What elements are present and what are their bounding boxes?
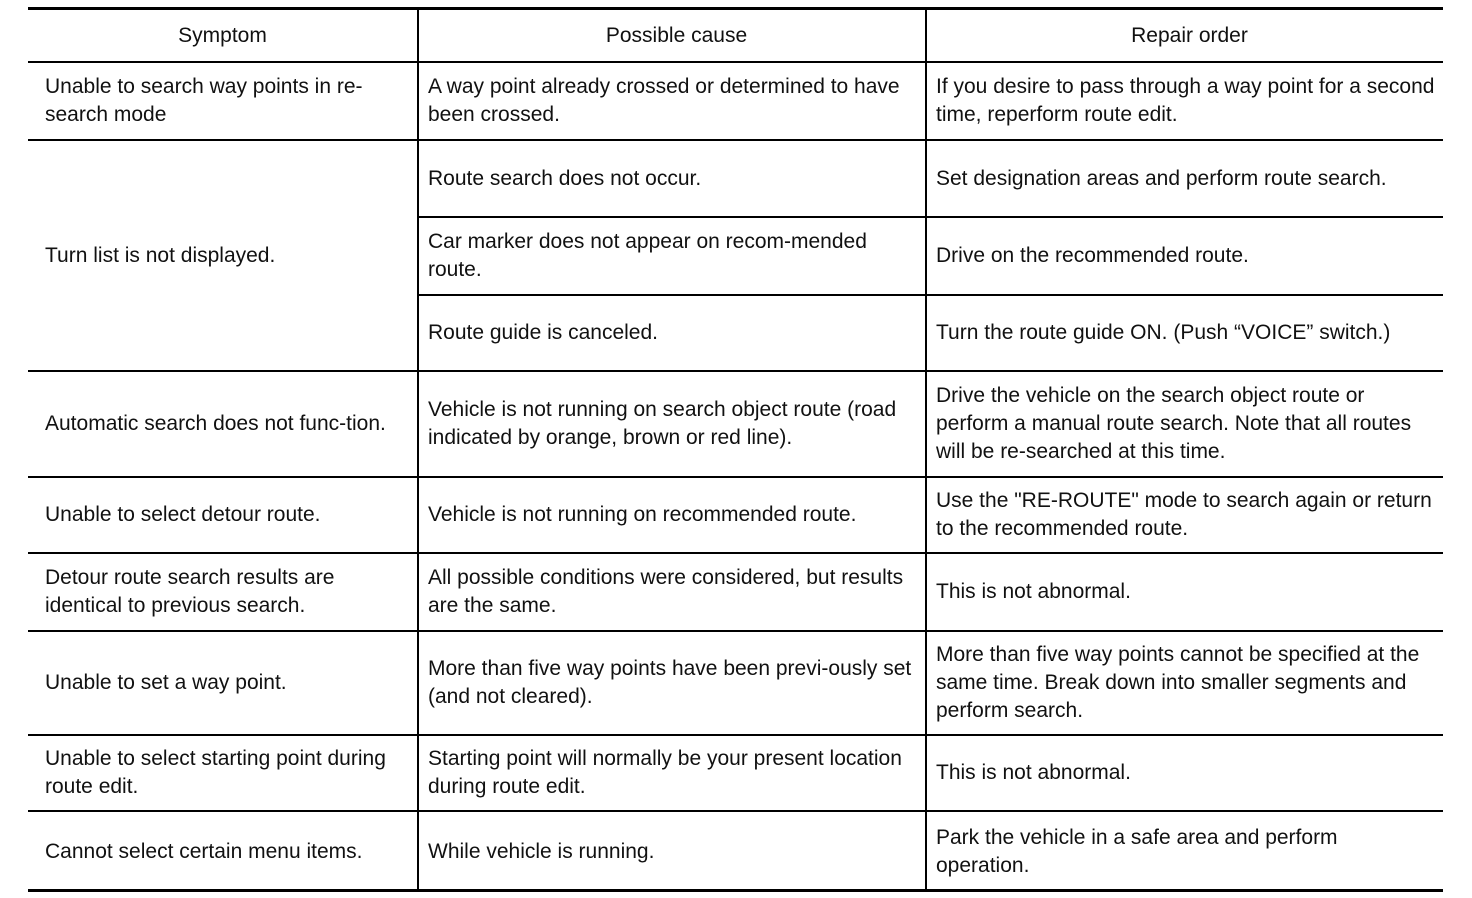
cause-cell: More than five way points have been previ-ously set (and not cleared). — [418, 631, 926, 735]
cause-cell: While vehicle is running. — [418, 811, 926, 891]
table-row — [28, 631, 1443, 735]
table-row — [28, 811, 1443, 891]
repair-cell: This is not abnormal. — [926, 735, 1443, 811]
repair-cell: This is not abnormal. — [926, 553, 1443, 631]
table-row — [28, 553, 1443, 631]
symptom-cell: Unable to search way points in re-search mode — [28, 62, 418, 140]
table-row — [28, 140, 1443, 217]
symptom-cell: Unable to select starting point during route edit. — [28, 735, 418, 811]
symptom-cell: Automatic search does not func-tion. — [28, 371, 418, 477]
symptom-cell: Turn list is not displayed. — [28, 140, 418, 371]
repair-cell: Park the vehicle in a safe area and perform operation. — [926, 811, 1443, 891]
cause-cell: Vehicle is not running on search object route (road indicated by orange, brown or red line). — [418, 371, 926, 477]
symptom-cell: Detour route search results are identical to previous search. — [28, 553, 418, 631]
cause-cell: Route guide is canceled. — [418, 295, 926, 371]
table-header-row — [28, 10, 1443, 62]
cause-cell: Starting point will normally be your present location during route edit. — [418, 735, 926, 811]
symptom-cell: Cannot select certain menu items. — [28, 811, 418, 891]
cause-cell: Vehicle is not running on recommended route. — [418, 477, 926, 553]
cause-cell: Car marker does not appear on recom-mended route. — [418, 217, 926, 295]
troubleshooting-document — [28, 7, 1443, 892]
repair-cell: Drive the vehicle on the search object route or perform a manual route search. Note that all routes will be re-searched at this time. — [926, 371, 1443, 477]
symptom-cell: Unable to select detour route. — [28, 477, 418, 553]
header-possible-cause: Possible cause — [418, 10, 926, 62]
cause-cell: All possible conditions were considered, but results are the same. — [418, 553, 926, 631]
table-row — [28, 371, 1443, 477]
repair-cell: Drive on the recommended route. — [926, 217, 1443, 295]
repair-cell: Set designation areas and perform route search. — [926, 140, 1443, 217]
table-row — [28, 735, 1443, 811]
repair-cell: If you desire to pass through a way point for a second time, reperform route edit. — [926, 62, 1443, 140]
table-row — [28, 62, 1443, 140]
header-repair-order: Repair order — [926, 10, 1443, 62]
cause-cell: Route search does not occur. — [418, 140, 926, 217]
header-symptom: Symptom — [28, 10, 418, 62]
repair-cell: More than five way points cannot be specified at the same time. Break down into smaller segments and perform search. — [926, 631, 1443, 735]
repair-cell: Use the "RE-ROUTE" mode to search again or return to the recommended route. — [926, 477, 1443, 553]
cause-cell: A way point already crossed or determined to have been crossed. — [418, 62, 926, 140]
symptom-cell: Unable to set a way point. — [28, 631, 418, 735]
table-row — [28, 477, 1443, 553]
troubleshooting-table — [28, 10, 1443, 891]
repair-cell: Turn the route guide ON. (Push “VOICE” switch.) — [926, 295, 1443, 371]
